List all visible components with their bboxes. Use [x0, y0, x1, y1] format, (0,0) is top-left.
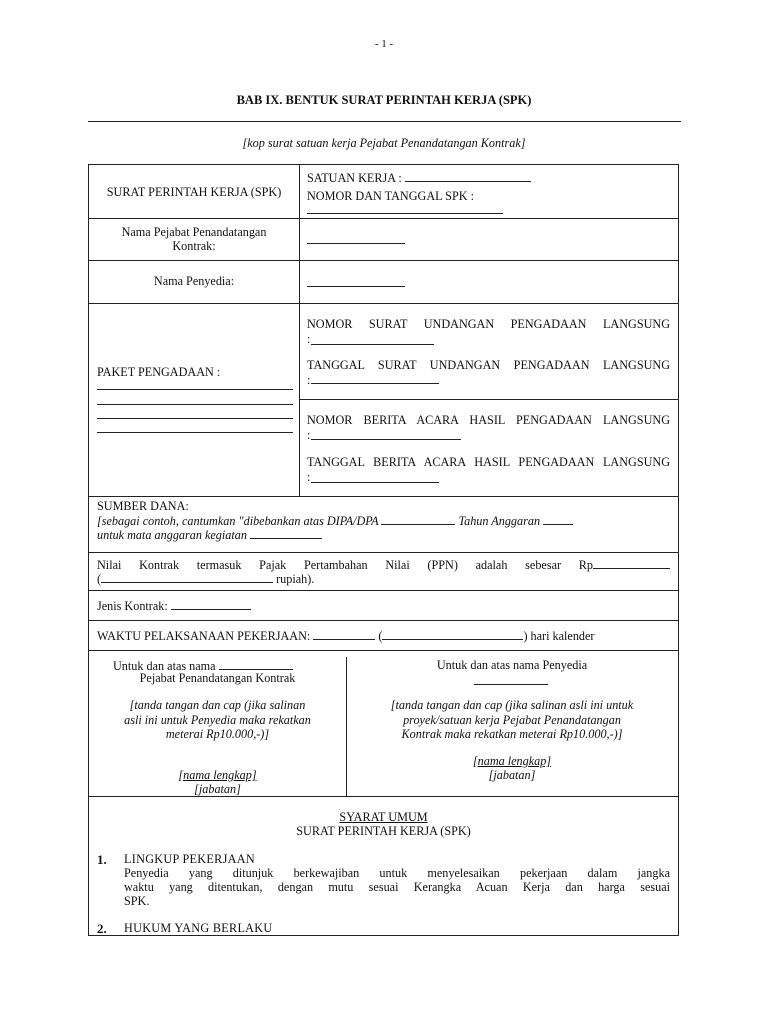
- sign-left-position: [jabatan]: [194, 782, 241, 796]
- nama-penyedia-blank[interactable]: [307, 286, 405, 287]
- nilai-kontrak-line2: ( rupiah).: [97, 572, 315, 586]
- sign-right-name: [nama lengkap]: [472, 754, 552, 768]
- sign-right-note2: proyek/satuan kerja Pejabat Penandatangan: [403, 713, 621, 727]
- nomor-spk-blank[interactable]: [307, 213, 503, 214]
- paket-blank-3[interactable]: [97, 418, 293, 419]
- paket-blank-4[interactable]: [97, 432, 293, 433]
- nomor-surat-undangan-label: NOMOR SURAT UNDANGAN PENGADAAN LANGSUNG: [307, 317, 670, 331]
- waktu-pelaksanaan: WAKTU PELAKSANAAN PEKERJAAN: ( ) hari kalender: [97, 629, 595, 643]
- sign-right-note1: [tanda tangan dan cap (jika salinan asli ini untuk: [390, 698, 634, 712]
- sign-right-position: [jabatan]: [488, 768, 536, 782]
- nomor-berita-acara-label: NOMOR BERITA ACARA HASIL PENGADAAN LANGSUNG: [307, 413, 670, 427]
- item-body-line2: waktu yang ditentukan, dengan mutu sesuai Kerangka Acuan Kerja dan harga sesuai: [124, 880, 670, 894]
- page-number: - 1 -: [374, 38, 394, 50]
- chapter-title: BAB IX. BENTUK SURAT PERINTAH KERJA (SPK): [236, 93, 532, 107]
- row-divider: [89, 620, 678, 621]
- sign-right-note3: Kontrak maka rekatkan meterai Rp10.000,-)]: [401, 727, 623, 741]
- tanggal-surat-undangan-blank[interactable]: [311, 383, 439, 384]
- paket-blank-2[interactable]: [97, 404, 293, 405]
- item-number: 1.: [97, 852, 107, 867]
- tanggal-berita-acara-label: TANGGAL BERITA ACARA HASIL PENGADAAN LANGSUNG: [307, 455, 670, 469]
- jenis-kontrak-label: Jenis Kontrak:: [97, 598, 251, 613]
- row-divider: [89, 218, 678, 219]
- sumber-dana-line1: [sebagai contoh, cantumkan "dibebankan atas DIPA/DPA Tahun Anggaran: [97, 513, 573, 528]
- paket-pengadaan-label: PAKET PENGADAAN :: [97, 365, 221, 379]
- letterhead-placeholder: [kop surat satuan kerja Pejabat Penandatangan Kontrak]: [242, 136, 526, 150]
- sign-left-line2: Pejabat Penandatangan Kontrak: [139, 671, 296, 685]
- row-divider: [89, 796, 678, 797]
- nama-penyedia-label: Nama Penyedia:: [153, 274, 235, 288]
- sumber-dana-label: SUMBER DANA:: [97, 499, 189, 513]
- nama-pejabat-label-line1: Nama Pejabat Penandatangan: [121, 225, 267, 239]
- satuan-kerja-label: SATUAN KERJA :: [307, 170, 531, 185]
- syarat-umum-title: SYARAT UMUM: [339, 810, 428, 824]
- column-divider: [299, 165, 300, 496]
- spk-label: SURAT PERINTAH KERJA (SPK): [106, 185, 282, 199]
- item-number: 2.: [97, 921, 107, 936]
- tanggal-berita-acara-colon: :: [307, 470, 311, 484]
- nomor-berita-acara-colon: :: [307, 428, 311, 442]
- nomor-berita-acara-blank[interactable]: [311, 439, 461, 440]
- item-body-line3: SPK.: [124, 894, 150, 908]
- nomor-surat-undangan-blank[interactable]: [311, 344, 434, 345]
- tanggal-surat-undangan-colon: :: [307, 373, 311, 387]
- sign-left-note2: asli ini untuk Penyedia maka rekatkan: [124, 713, 311, 727]
- tanggal-surat-undangan-label: TANGGAL SURAT UNDANGAN PENGADAAN LANGSUNG: [307, 358, 670, 372]
- row-divider: [89, 496, 678, 497]
- item-heading: LINGKUP PEKERJAAN: [124, 852, 255, 866]
- item-body-line1: Penyedia yang ditunjuk berkewajiban untuk menyelesaikan pekerjaan dalam jangka: [124, 866, 670, 880]
- sumber-dana-line2: untuk mata anggaran kegiatan: [97, 527, 322, 542]
- row-divider: [89, 552, 678, 553]
- sign-left-note3: meterai Rp10.000,-)]: [165, 727, 270, 741]
- nomor-tanggal-spk-label: NOMOR DAN TANGGAL SPK :: [307, 189, 474, 203]
- sign-right-blank[interactable]: [474, 684, 548, 685]
- nomor-surat-undangan-colon: :: [307, 332, 311, 346]
- nama-pejabat-label-line2: Kontrak:: [172, 239, 216, 253]
- row-divider: [89, 303, 678, 304]
- title-rule: [88, 121, 681, 122]
- row-divider: [299, 399, 678, 400]
- nama-pejabat-blank[interactable]: [307, 243, 405, 244]
- sign-left-line1: Untuk dan atas nama: [113, 658, 293, 673]
- syarat-umum-subtitle: SURAT PERINTAH KERJA (SPK): [296, 824, 471, 838]
- paket-blank-1[interactable]: [97, 389, 293, 390]
- row-divider: [89, 590, 678, 591]
- sign-right-line1: Untuk dan atas nama Penyedia: [436, 658, 588, 672]
- spk-form-table: [88, 164, 679, 936]
- sign-left-name: [nama lengkap]: [178, 768, 257, 782]
- item-heading: HUKUM YANG BERLAKU: [124, 921, 273, 935]
- sign-left-note1: [tanda tangan dan cap (jika salinan: [129, 698, 306, 712]
- nilai-kontrak-line1: Nilai Kontrak termasuk Pajak Pertambahan Nilai (PPN) adalah sebesar Rp: [97, 557, 670, 572]
- row-divider: [89, 650, 678, 651]
- tanggal-berita-acara-blank[interactable]: [311, 482, 439, 483]
- row-divider: [89, 260, 678, 261]
